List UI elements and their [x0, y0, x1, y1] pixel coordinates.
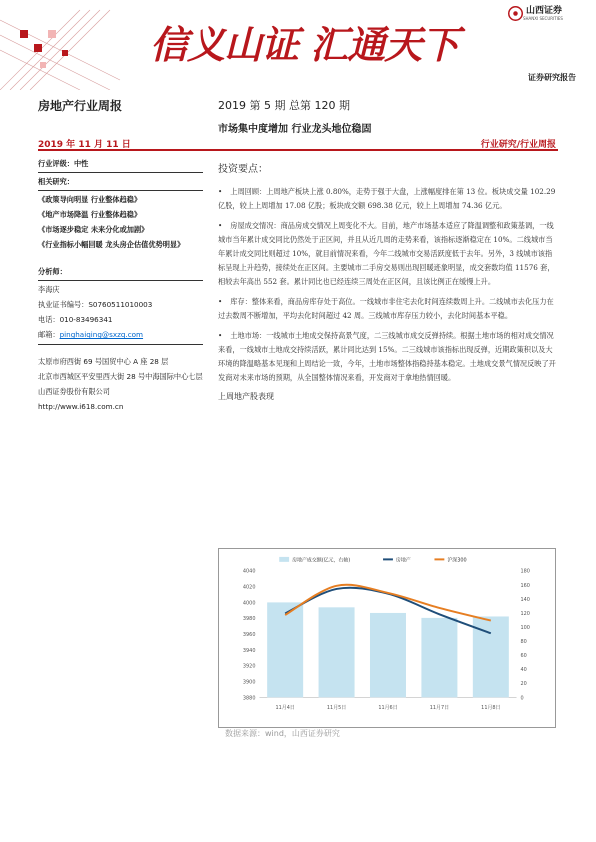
top-banner: [0, 0, 596, 90]
bar: [421, 618, 457, 697]
y-left-tick: 3880: [242, 695, 256, 702]
y-right-tick: 80: [520, 639, 527, 646]
legend-label: 房地产成交额(亿元，右轴): [292, 557, 351, 564]
related-item[interactable]: 《行业指标小幅回暖 龙头房企估值优势明显》: [38, 240, 185, 249]
x-tick: 11月6日: [378, 705, 398, 712]
y-right-tick: 40: [520, 667, 527, 674]
address-beijing: 北京市西城区平安里西大街 28 号中海国际中心七层: [38, 372, 203, 381]
industry-rating: 行业评级：中性: [38, 159, 89, 168]
bullet-icon: •: [218, 187, 223, 196]
stock-performance-chart: [218, 548, 556, 728]
y-right-tick: 120: [520, 610, 530, 617]
divider: [38, 172, 203, 173]
paragraph: • 上周回顾：上周地产板块上涨 0.80%，走势于强于大盘，上涨幅度排在第 13 位。板块成交量 102.29 亿股，较上上周增加 17.08 亿股；板块成交额 698.38 亿元，较上上周增加 74.36 亿元。: [218, 187, 556, 210]
bullet-icon: •: [218, 297, 223, 306]
y-left-tick: 3960: [242, 632, 256, 639]
y-left-tick: 4040: [242, 568, 256, 575]
y-right-tick: 160: [520, 582, 530, 589]
email-link[interactable]: pinghaiqing@sxzq.com: [59, 330, 144, 339]
bar: [370, 613, 406, 697]
legend-label: 沪深300: [447, 557, 467, 564]
cert-number: 执业证书编号：S0760511010003: [38, 300, 153, 309]
y-right-tick: 180: [520, 568, 530, 575]
email-row: [38, 329, 203, 341]
y-left-tick: 4020: [242, 584, 256, 591]
legend-swatch: [279, 557, 289, 562]
section-tag: 行业研究/行业周报: [480, 140, 556, 150]
related-item[interactable]: 《政策导向明显 行业整体趋稳》: [38, 195, 142, 204]
chart-title: 上周地产股表现: [218, 392, 274, 401]
main-content: [218, 160, 556, 406]
divider: [38, 190, 203, 191]
x-tick: 11月5日: [326, 705, 347, 712]
related-item[interactable]: 《地产市场降温 行业整体趋稳》: [38, 210, 142, 219]
legend-label: 房地产: [395, 557, 411, 564]
report-type: 证券研究报告: [528, 73, 576, 82]
y-left-tick: 3980: [242, 616, 256, 623]
report-subtitle: 市场集中度增加 行业龙头地位稳固: [218, 124, 372, 135]
y-left-tick: 3940: [242, 647, 256, 654]
y-right-tick: 140: [520, 596, 530, 603]
email-label: 邮箱：: [38, 330, 60, 339]
company-logo: [508, 6, 563, 21]
paragraph: • 库存：整体来看，商品房库存处于高位。一线城市非住宅去化时间连续数周上升。二线城市去化压力在过去数周不断增加，平均去化时间超过 42 周。三线城市库存压力较小，去化时间基本平稳。: [218, 297, 554, 320]
x-tick: 11月8日: [481, 705, 501, 712]
bar: [319, 607, 355, 697]
address-taiyuan: 太原市府西街 69 号国贸中心 A 座 28 层: [38, 357, 169, 366]
y-right-tick: 20: [520, 681, 527, 688]
related-label: 相关研究：: [38, 177, 74, 186]
related-item[interactable]: 《市场逐步稳定 未来分化或加剧》: [38, 225, 149, 234]
y-left-tick: 4000: [242, 600, 256, 607]
x-tick: 11月4日: [275, 705, 295, 712]
y-right-tick: 100: [520, 624, 530, 631]
logo-sub: SHANXI SECURITIES: [523, 15, 563, 21]
bar: [267, 602, 303, 697]
sidebar: [38, 158, 203, 416]
divider: [38, 280, 203, 281]
y-right-tick: 0: [520, 695, 524, 702]
y-left-tick: 3920: [242, 663, 256, 670]
divider: [38, 344, 203, 345]
paragraph: • 房屋成交情况：商品房成交情况上周变化不大。目前，地产市场基本适应了降温调整和政策基调，一线城市当年累计成交同比仍然处于正区间，并且从近几周的走势来看，该指标逐渐稳定在 10%。二线城市当年累计成交同比则超过 10%，就目前情况来看，今年二线城市交易活跃度低于去年。另外，3 线城市该指标呈现上升趋势，接续处在正区间。主要城市二手房交易则出现回暖迹象明显，成交套数均值 11576 套，相较去年高出 552 套。累计同比也已经连续三周处在正区间，且该比例正在缓慢上升。: [218, 221, 555, 286]
y-left-tick: 3900: [242, 679, 256, 686]
analyst-label: 分析师：: [38, 267, 67, 276]
logo-name: 山西证券: [526, 5, 563, 16]
website-link[interactable]: http://www.i618.com.cn: [38, 402, 124, 411]
key-points-heading: 投资要点：: [218, 164, 268, 175]
x-tick: 11月7日: [429, 705, 450, 712]
slogan: 信义山证 汇通天下: [150, 22, 459, 67]
phone: 电话：010-83496341: [38, 315, 113, 324]
company-name: 山西证券股份有限公司: [38, 387, 110, 396]
report-title: 房地产行业周报: [38, 99, 123, 113]
bullet-icon: •: [218, 331, 223, 340]
analyst-name: 李海庆: [38, 285, 60, 294]
paragraph: • 土地市场：一线城市土地成交保持高景气度，二三线城市成交反弹持续。根据土地市场的相对成交情况来看，一线城市土地成交持续活跃，累计同比达到 15%。二三线城市该指标出现反弹，近期政策积以及大环境的降温略基本见现和上周结论一致，今年，土地市场整体指稳持基本稳定。土地成交景气情况反映了开发商对未来市场的预期，从全国整体情况来看，开发商对于拿地热情回暖。: [218, 331, 556, 382]
issue-number: 2019 第 5 期 总第 120 期: [218, 99, 350, 112]
data-source: 数据来源：wind，山西证券研究: [225, 729, 340, 738]
report-date: 2019 年 11 月 11 日: [38, 140, 131, 150]
decorative-grid: [0, 0, 160, 90]
bullet-icon: •: [218, 221, 223, 230]
logo-icon: [508, 6, 523, 21]
y-right-tick: 60: [520, 653, 527, 660]
